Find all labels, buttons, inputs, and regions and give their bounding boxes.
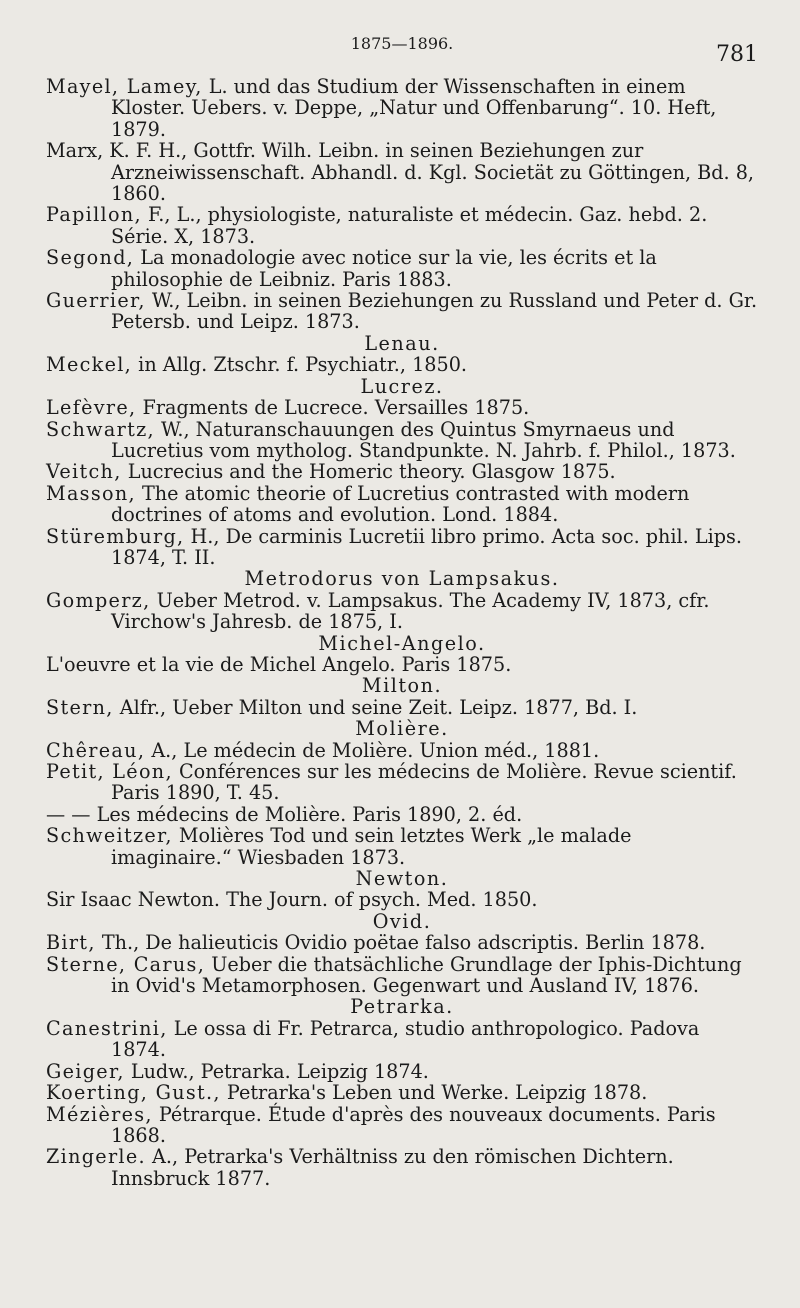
- entry-author: Segond,: [46, 246, 135, 270]
- entry-text: L. und das Studium der Wissenschaften in einem Kloster. Uebers. v. Deppe, „Natur und Offenbarung“. 10. Heft, 1879.: [111, 75, 717, 141]
- entry-author: Stüremburg,: [46, 524, 185, 548]
- entry-author: Papillon,: [46, 203, 142, 227]
- section-heading: Milton.: [361, 674, 443, 698]
- entry-author: Meckel,: [46, 353, 133, 377]
- entry-author: Geiger,: [46, 1059, 125, 1083]
- entry-author: Stern,: [46, 695, 114, 719]
- bibliography-entry: [46, 1018, 758, 1061]
- entry-author: Guerrier,: [46, 289, 146, 313]
- entry-text: Le ossa di Fr. Petrarca, studio anthropologico. Padova 1874.: [111, 1016, 700, 1062]
- entry-text: Fragments de Lucrece. Versailles 1875.: [136, 396, 530, 420]
- section-heading: Michel-Angelo.: [318, 631, 486, 655]
- bibliography-entry: [46, 354, 758, 375]
- bibliography-entry: [46, 932, 758, 953]
- bibliography-entry: [46, 483, 758, 526]
- section-heading: Lenau.: [364, 331, 440, 355]
- entry-text: Pétrarque. Étude d'après des nouveaux documents. Paris 1868.: [111, 1102, 716, 1147]
- bibliography-entry: [46, 654, 758, 675]
- entry-text: — — Les médecins de Molière. Paris 1890, 2. éd.: [46, 802, 523, 826]
- entry-author: Schweitzer,: [46, 824, 173, 848]
- entry-author: Canestrini,: [46, 1016, 168, 1040]
- entry-author: Sterne, Carus,: [46, 952, 206, 976]
- entry-author: Veitch,: [46, 460, 122, 484]
- entry-author: Mayel, Lamey,: [46, 75, 203, 98]
- entry-text: Molières Tod und sein letztes Werk „le malade imaginaire.“ Wiesbaden 1873.: [111, 824, 632, 869]
- bibliography-entry: [46, 889, 758, 910]
- entry-text: A., Le médecin de Molière. Union méd., 1881.: [145, 738, 600, 762]
- bibliography-entry: [46, 76, 758, 140]
- entry-text: La monadologie avec notice sur la vie, les écrits et la philosophie de Leibniz. Paris 1883.: [111, 246, 657, 291]
- entry-text: H., De carminis Lucretii libro primo. Acta soc. phil. Lips. 1874, T. II.: [111, 524, 742, 569]
- entry-text: Ueber Metrod. v. Lampsakus. The Academy IV, 1873, cfr. Virchow's Jahresb. de 1875, I.: [111, 588, 710, 634]
- section-heading: Lucrez.: [360, 374, 444, 398]
- bibliography-entry: [46, 461, 758, 482]
- entry-text: F., L., physiologiste, naturaliste et médecin. Gaz. hebd. 2. Série. X, 1873.: [111, 203, 708, 248]
- bibliography-entry: [46, 697, 758, 718]
- bibliography-entry: [46, 1104, 758, 1147]
- bibliography-entry: [46, 1061, 758, 1082]
- entry-text: W., Naturanschauungen des Quintus Smyrnaeus und Lucretius vom mytholog. Standpunkte. N. Jahrb. f. Philol., 1873.: [111, 417, 736, 462]
- section-heading: Metrodorus von Lampsakus.: [244, 567, 560, 591]
- entry-text: Alfr., Ueber Milton und seine Zeit. Leipz. 1877, Bd. I.: [113, 695, 638, 719]
- bibliography-entry: [46, 804, 758, 825]
- bibliography-entry: [46, 590, 758, 633]
- section-heading: Petrarka.: [350, 995, 454, 1019]
- section-heading: Newton.: [355, 867, 449, 891]
- entry-text: Ueber die thatsächliche Grundlage der Iphis-Dichtung in Ovid's Metamorphosen. Gegenwart und Ausland IV, 1876.: [111, 952, 742, 998]
- entry-author: Birt,: [46, 931, 96, 955]
- bibliography-entry: [46, 761, 758, 804]
- bibliography-entry: [46, 397, 758, 418]
- bibliography-entry: [46, 740, 758, 761]
- bibliography-entry: [46, 526, 758, 569]
- entry-text: L'oeuvre et la vie de Michel Angelo. Paris 1875.: [46, 652, 512, 676]
- entry-text: Sir Isaac Newton. The Journ. of psych. Med. 1850.: [46, 888, 538, 912]
- entry-text: Marx, K. F. H., Gottfr. Wilh. Leibn. in seinen Beziehungen zur Arzneiwissenschaft. Abhandl. d. Kgl. Societät zu Göttingen, Bd. 8, 1860.: [46, 139, 755, 206]
- entry-author: Schwartz,: [46, 417, 155, 441]
- entry-text: Ludw., Petrarka. Leipzig 1874.: [124, 1059, 429, 1083]
- bibliography-entry: [46, 1146, 758, 1189]
- page-header: [46, 32, 758, 76]
- entry-author: Masson,: [46, 481, 136, 505]
- entry-author: Koerting, Gust.,: [46, 1081, 221, 1105]
- bibliography-entry: [46, 1082, 758, 1103]
- entry-author: Petit, Léon,: [46, 760, 173, 783]
- entry-author: Chêreau,: [46, 738, 146, 762]
- page-number: 781: [716, 42, 758, 67]
- section-heading: Ovid.: [372, 909, 432, 933]
- bibliography-entry: [46, 954, 758, 997]
- bibliography-entry: [46, 204, 758, 247]
- entry-text: Petrarka's Leben und Werke. Leipzig 1878.: [220, 1081, 648, 1105]
- entry-text: W., Leibn. in seinen Beziehungen zu Russland und Peter d. Gr. Petersb. und Leipz. 1873.: [111, 289, 758, 334]
- section-heading: Molière.: [355, 717, 449, 741]
- entry-text: in Allg. Ztschr. f. Psychiatr., 1850.: [132, 353, 468, 377]
- entry-author: Gomperz,: [46, 588, 151, 612]
- running-head: 1875—1896.: [350, 34, 454, 53]
- entry-text: The atomic theorie of Lucretius contrasted with modern doctrines of atoms and evolution. Lond. 1884.: [111, 481, 690, 527]
- entry-text: A., Petrarka's Verhältniss zu den römischen Dichtern. Innsbruck 1877.: [111, 1145, 674, 1190]
- entry-text: Th., De halieuticis Ovidio poëtae falso adscriptis. Berlin 1878.: [95, 931, 706, 955]
- entry-author: Lefèvre,: [46, 396, 137, 420]
- bibliography-entry: [46, 290, 758, 333]
- bibliography-entry: [46, 825, 758, 868]
- entry-text: Conférences sur les médecins de Molière. Revue scientif. Paris 1890, T. 45.: [111, 760, 737, 805]
- bibliography-entry: [46, 247, 758, 290]
- bibliography-list: [46, 76, 758, 1189]
- bibliography-entry: [46, 419, 758, 462]
- bibliography-entry: [46, 140, 758, 204]
- entry-author: Zingerle.: [46, 1145, 146, 1169]
- entry-text: Lucrecius and the Homeric theory. Glasgow 1875.: [121, 460, 616, 484]
- entry-author: Mézières,: [46, 1102, 153, 1126]
